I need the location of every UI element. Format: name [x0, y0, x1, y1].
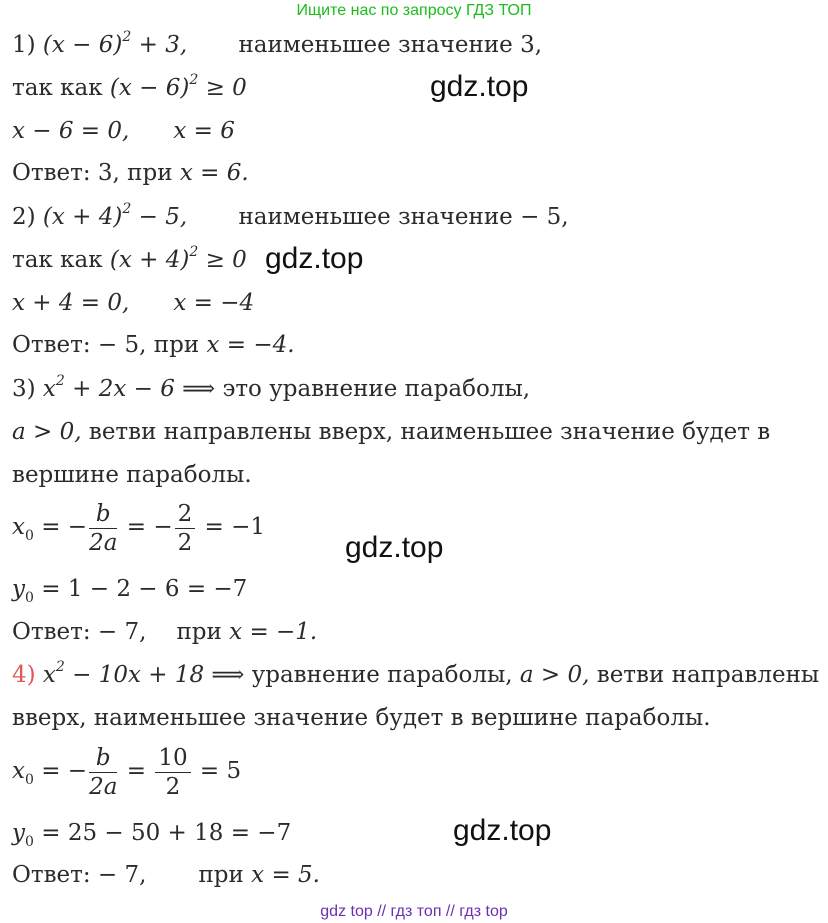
p3-line1 [12, 374, 530, 404]
p2-line2: так как $(x + 4)^2 \ge 0$ [12, 244, 247, 273]
p3-y0-formula: $y_0 = 1 - 2 - 6 = -7$ [12, 576, 248, 606]
p2-line1 [12, 202, 569, 232]
p2-line3: x + 4 = 0, x = −4 [12, 290, 255, 316]
p4-text: уравнение параболы, [251, 662, 520, 688]
p4-answer: Ответ: − 7, при x = 5. [12, 862, 320, 888]
p4-fraction-10-2: $\frac{10}{2}$ [155, 744, 190, 801]
p1-line3: x − 6 = 0, x = 6 [12, 118, 235, 144]
p3-fraction-2-2: $\frac{2}{2}$ [175, 500, 196, 557]
p1-number: 1) [12, 32, 36, 58]
p1-expr: $(x - 6)^2 + 3$, [42, 29, 188, 58]
p2-answer: Ответ: − 5, при x = −4. [12, 332, 295, 358]
p1-text: наименьшее значение 3, [238, 32, 543, 58]
p3-expr: $x^2 + 2x - 6$ ⟹ [42, 373, 223, 402]
p3-x0-formula: $x_0$ = − $\frac{b}{2a}$ = − $\frac{2}{2}$ = −1 [12, 500, 266, 556]
p3-text: это уравнение параболы, [222, 376, 531, 402]
p4-line2: вверх, наименьшее значение будет в вершине параболы. [12, 705, 711, 731]
p1-line1 [12, 30, 542, 60]
watermark: gdz.top [430, 70, 529, 103]
p4-fraction-b-2a: $\frac{b}{2a}$ [89, 744, 118, 800]
p4-line1: 4) $x^2 - 10x + 18$ ⟹ уравнение параболы, a > 0, ветви направлены [12, 659, 820, 688]
watermark: gdz.top [453, 814, 552, 847]
p3-line2: a > 0, ветви направлены вверх, наименьшее значение будет в [12, 419, 771, 445]
p3-answer: Ответ: − 7, при x = −1. [12, 619, 318, 645]
p4-y0-formula: $y_0 = 25 - 50 + 18 = -7$ [12, 820, 292, 850]
p1-line2: так как $(x - 6)^2 \ge 0$ [12, 72, 247, 101]
footer-links: gdz top // гдз топ // гдз top [320, 903, 508, 920]
p4-x0-formula: $x_0$ = − $\frac{b}{2a}$ = $\frac{10}{2}$ = 5 [12, 744, 242, 800]
p1-answer: Ответ: 3, при x = 6. [12, 160, 249, 186]
search-banner: Ищите нас по запросу ГДЗ ТОП [296, 2, 532, 19]
p3-number: 3) [12, 376, 36, 402]
p2-number: 2) [12, 204, 36, 230]
watermark: gdz.top [265, 242, 364, 275]
p2-expr: $(x + 4)^2 - 5$, [42, 201, 188, 230]
p3-line3: вершине параболы. [12, 462, 252, 488]
p4-expr: $x^2 - 10x + 18$ ⟹ [42, 659, 252, 688]
watermark: gdz.top [345, 531, 444, 564]
p4-number: 4) [12, 662, 36, 688]
p3-fraction-b-2a: $\frac{b}{2a}$ [89, 500, 118, 556]
p2-text: наименьшее значение − 5, [238, 204, 569, 230]
